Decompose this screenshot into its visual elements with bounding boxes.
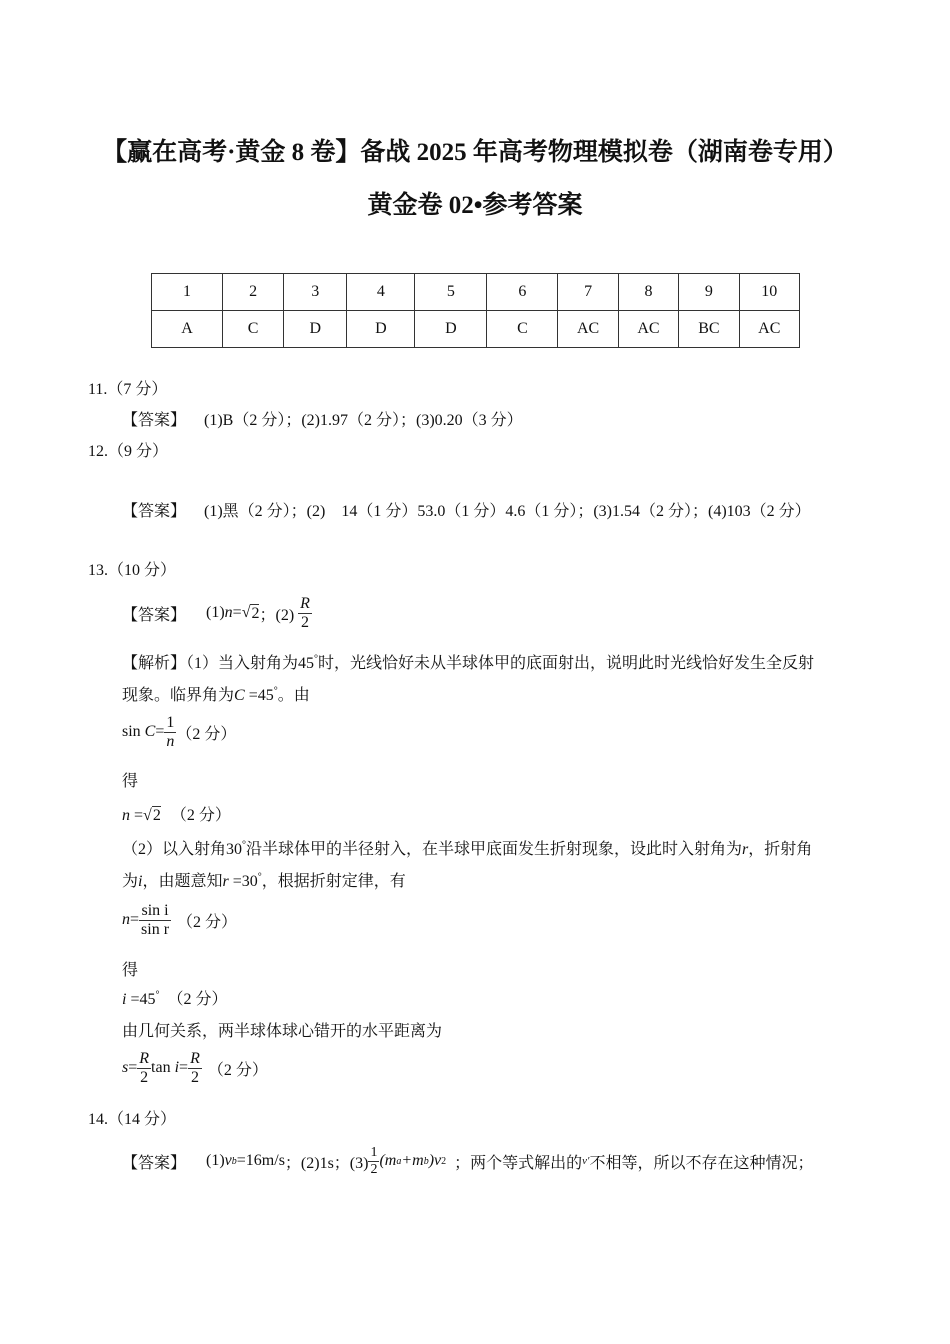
frac-den: 2: [301, 613, 310, 631]
table-cell: BC: [679, 311, 739, 348]
analysis-line-5: 由几何关系，两半球体球心错开的水平距离为: [122, 1023, 443, 1040]
frac-den: n: [166, 732, 175, 750]
de-line: 得: [122, 773, 139, 790]
table-cell: 10: [739, 274, 799, 311]
q13-answer: [122, 590, 312, 636]
table-cell: 2: [223, 274, 284, 311]
q12-heading: 12.（9 分）: [88, 443, 169, 460]
math-op: =: [130, 807, 144, 824]
math-op: =: [155, 723, 165, 740]
frac-den: sin r: [141, 920, 170, 938]
table-cell: C: [223, 311, 284, 348]
math-expr: )v: [428, 1152, 442, 1169]
angle: 45: [298, 655, 315, 672]
table-cell: D: [347, 311, 415, 348]
text: （2）以入射角: [122, 841, 227, 858]
subscript: a: [396, 1155, 402, 1167]
math-fn: tan: [151, 1059, 171, 1076]
degree: °: [257, 871, 262, 883]
math-var: C: [144, 723, 156, 740]
score: （2 分）: [207, 1061, 268, 1079]
equation-4: [122, 986, 228, 1009]
equation-3: [122, 897, 237, 943]
text: 。由: [277, 687, 310, 704]
subscript: b: [231, 1155, 237, 1167]
math-var: i: [138, 873, 143, 890]
superscript: 2: [441, 1155, 447, 1167]
answer-label: 【答案】: [122, 606, 187, 624]
math-var: i: [122, 991, 127, 1008]
math-op: =45: [244, 687, 274, 704]
text: ；两个等式解出的: [454, 1154, 583, 1172]
table-cell: 1: [152, 274, 223, 311]
answer-label: 【答案】: [122, 412, 187, 429]
table-cell: D: [415, 311, 487, 348]
table-cell: 5: [415, 274, 487, 311]
analysis-line-4: [122, 868, 406, 891]
math-var: n: [122, 911, 130, 928]
q11-heading: 11.（7 分）: [88, 381, 168, 398]
score: （2 分）: [176, 725, 237, 743]
table-row: [152, 311, 800, 348]
table-row: [152, 274, 800, 311]
table-cell: 7: [558, 274, 618, 311]
answer-label: 【答案】: [122, 503, 187, 520]
text: ，由题意知: [142, 873, 223, 890]
math-var: r: [742, 841, 749, 858]
q11-answer: [122, 407, 523, 430]
degree: °: [273, 685, 278, 697]
fraction: [137, 1050, 151, 1086]
text: 时，光线恰好未从半球体甲的底面射出，说明此时光线恰好发生全反射: [318, 655, 815, 672]
frac-den: 2: [190, 1068, 199, 1086]
frac-num: 1: [166, 713, 175, 731]
frac-num: R: [139, 1049, 150, 1067]
frac-num: sin i: [141, 901, 169, 919]
answer-text: (1)黑（2 分）；(2) 14（1 分）53.0（1 分）4.6（1 分）；(3)1.54（2 分）；(4)103（2 分）: [204, 503, 811, 520]
equation-5: [122, 1045, 268, 1091]
table-cell: 4: [347, 274, 415, 311]
math-var: v′: [582, 1155, 590, 1167]
answer-part: ；(2)1s；(3): [284, 1154, 369, 1172]
q14-answer: [122, 1136, 813, 1186]
frac-den: 2: [140, 1068, 149, 1086]
frac-num: R: [190, 1049, 200, 1067]
answer-table: [151, 273, 800, 348]
equation-2: [122, 802, 231, 825]
answer-part: ；(2): [259, 606, 295, 624]
fraction: [139, 902, 171, 938]
text: ，根据折射定律，有: [261, 873, 406, 890]
q13-heading: 13.（10 分）: [88, 562, 177, 579]
sqrt-value: 2: [251, 604, 260, 622]
text: （1）当入射角为: [186, 655, 299, 672]
table-cell: 3: [284, 274, 347, 311]
fraction: [164, 714, 176, 750]
math-var: s: [122, 1059, 129, 1076]
answer-part: (1): [206, 1152, 225, 1169]
answer-label: 【答案】: [122, 1154, 187, 1172]
math-var: i: [174, 1059, 180, 1076]
q14-heading: 14.（14 分）: [88, 1111, 177, 1128]
answer-text: (1)B（2 分）；(2)1.97（2 分）；(3)0.20（3 分）: [204, 412, 523, 429]
table-cell: AC: [739, 311, 799, 348]
text: 不相等，所以不存在这种情况；: [589, 1154, 814, 1172]
frac-num: 1: [370, 1145, 378, 1161]
table-cell: 6: [487, 274, 558, 311]
table-cell: C: [487, 311, 558, 348]
subscript: b: [423, 1155, 429, 1167]
fraction: [368, 1145, 379, 1177]
math-op: =: [179, 1059, 189, 1076]
math-op: =45: [126, 991, 156, 1008]
math-var: n: [224, 604, 233, 621]
analysis-line-3: [122, 836, 812, 859]
page-subtitle: 黄金卷 02•参考答案: [367, 192, 583, 219]
score: （2 分）: [177, 913, 238, 931]
table-cell: D: [284, 311, 347, 348]
math-var: C: [234, 687, 245, 704]
table-cell: A: [152, 311, 223, 348]
score: （2 分）: [167, 991, 228, 1008]
angle: 30: [226, 841, 243, 858]
q12-answer: [122, 498, 811, 521]
value: =16m/s: [236, 1152, 285, 1169]
sqrt-symbol: √: [241, 604, 251, 621]
page-title: 【赢在高考·黄金 8 卷】备战 2025 年高考物理模拟卷（湖南卷专用）: [102, 139, 848, 166]
de-line: 得: [122, 962, 139, 979]
text: ，折射角: [748, 841, 813, 858]
math-op: =: [232, 604, 242, 621]
degree: °: [314, 653, 319, 665]
sqrt-symbol: √: [143, 807, 152, 824]
table-cell: 9: [679, 274, 739, 311]
table-cell: 8: [618, 274, 678, 311]
math-var: r: [222, 873, 229, 890]
degree: °: [242, 839, 247, 851]
sqrt-value: 2: [152, 807, 161, 824]
frac-num: R: [300, 594, 310, 612]
math-var: n: [122, 807, 130, 824]
math-op: =: [130, 911, 140, 928]
text: 现象。临界角为: [122, 687, 235, 704]
text: 沿半球体甲的半径射入，在半球甲底面发生折射现象，设此时入射角为: [246, 841, 743, 858]
equation-1: [122, 710, 236, 754]
text: 为: [122, 873, 139, 890]
table-cell: AC: [618, 311, 678, 348]
math-op: =30: [228, 873, 258, 890]
table-cell: AC: [558, 311, 618, 348]
frac-den: 2: [370, 1161, 378, 1177]
fraction: [188, 1050, 202, 1086]
degree: °: [155, 989, 160, 1001]
math-fn: sin: [122, 723, 141, 740]
math-expr: (m: [379, 1152, 397, 1169]
math-op: =: [128, 1059, 138, 1076]
analysis-label: 【解析】: [122, 655, 187, 672]
answer-part: (1): [206, 604, 225, 621]
score: （2 分）: [170, 807, 231, 824]
math-expr: +m: [401, 1152, 424, 1169]
fraction: [298, 595, 312, 631]
math-var: v: [224, 1152, 232, 1169]
analysis-line-2: [122, 682, 310, 705]
analysis-line-1: [122, 650, 814, 673]
